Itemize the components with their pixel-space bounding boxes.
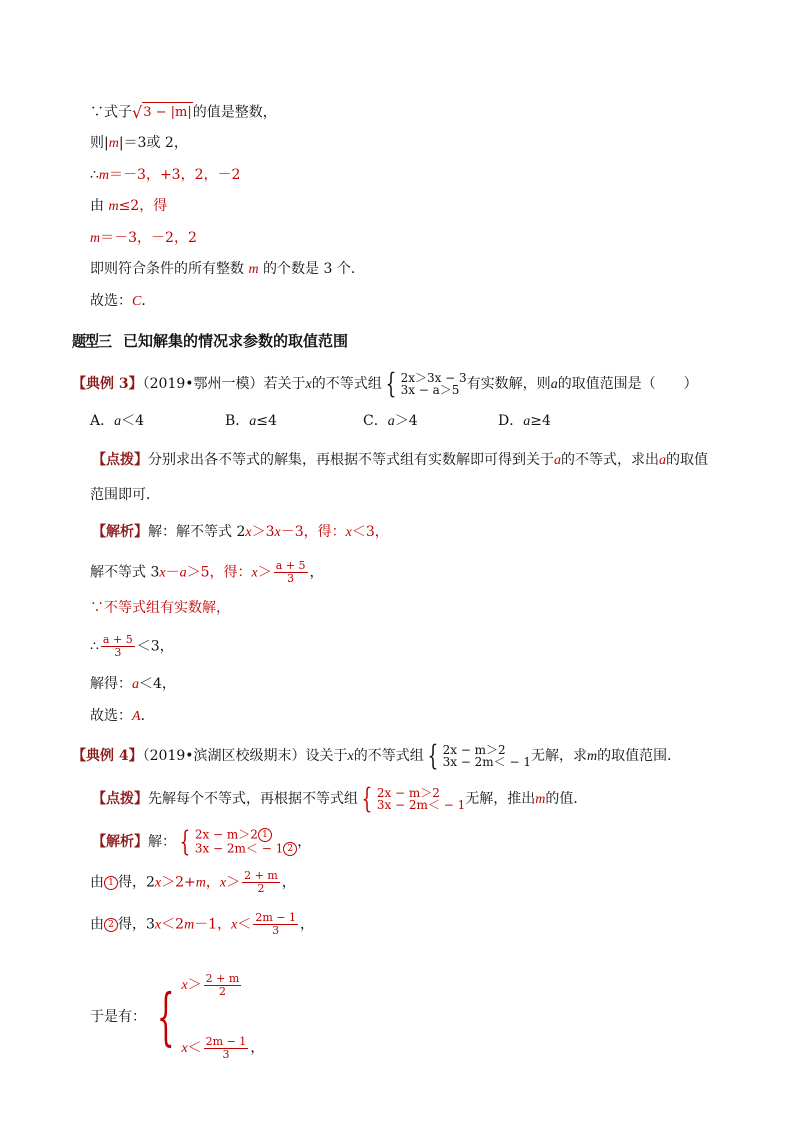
inequality-system: { 2x − m＞2 3x − 2m＜ − 1 [427, 739, 531, 772]
example-4-solution-1: 【解析】解： { 2x − m＞2 1 3x − 2m＜ − 1 2 ， [92, 825, 312, 858]
example-3-solution-5: 解得：a＜4， [90, 676, 176, 692]
example-4-solution-4: 于是有： { x＞ $\frac{2 + m}{2}$ x＜ $\frac{2m - 1}{3}$ ， [90, 955, 264, 1079]
example-3-solution-3: ∵不等式组有实数解， [90, 600, 230, 616]
section-tag: 题型三 [72, 333, 111, 351]
option-c[interactable]: C．a＞4 [363, 413, 418, 429]
option-a[interactable]: A．a＜4 [90, 413, 145, 429]
proof-line-2: 则|m|＝3或 2， [90, 135, 188, 151]
proof-line-6: 即则符合条件的所有整数 m 的个数是 3 个． [90, 261, 365, 277]
inequality-system: { x＞ $\frac{2 + m}{2}$ x＜ $\frac{2m - 1}{3}$ ， [156, 971, 265, 1061]
fraction: $\frac{a + 5}{3}$ [102, 633, 133, 659]
fraction: $\frac{a + 5}{3}$ [275, 559, 306, 585]
example-4-solution-2: 由 1 得，2x＞2+m，x＞ $\frac{2 + m}{2}$ ， [90, 869, 296, 895]
example-label: 【典例 3】 [72, 376, 143, 392]
example-3-solution-2: 解不等式 3x－a＞5，得：x＞ $\frac{a + 5}{3}$ ， [90, 559, 324, 585]
example-3-question: 【典例 3】（2019•鄂州一模）若关于x的不等式组 { 2x＞3x − 3 3x − a＞5 有实数解，则a的取值范围是（ ） [72, 367, 698, 400]
proof-line-5: m＝－3，－2，2 [90, 230, 197, 246]
fraction: $\frac{2m - 1}{3}$ [255, 911, 296, 937]
proof-line-1 [90, 102, 277, 123]
example-3-solution-1: 【解析】解：解不等式 2x＞3x－3，得：x＜3， [92, 524, 389, 540]
example-3-solution-4: ∴ $\frac{a + 5}{3}$ ＜3， [90, 633, 174, 659]
example-4-question: 【典例 4】（2019•滨湖区校级期末）设关于x的不等式组 { 2x − m＞2 3x − 2m＜ − 1 无解，求m的取值范围． [72, 739, 682, 772]
text: ∵式子 [90, 104, 132, 121]
sqrt-expression: √ 3 − |m| [132, 103, 192, 122]
example-4-hint: 【点拨】先解每个不等式，再根据不等式组 { 2x − m＞2 3x − 2m＜ − 1 无解，推出m的值． [92, 782, 588, 815]
text: 的值是整数， [192, 104, 277, 121]
example-3-solution-6: 故选：A． [90, 708, 155, 724]
proof-line-4: 由 m≤2，得 [90, 198, 168, 214]
section-heading: 已知解集的情况求参数的取值范围 [123, 332, 349, 350]
inequality-system: { 2x＞3x − 3 3x − a＞5 [385, 367, 467, 400]
proof-line-3: ∴m＝－3，+3，2，－2 [90, 167, 241, 183]
section-title [72, 330, 348, 351]
inequality-system: { 2x − m＞2 3x − 2m＜ − 1 [361, 782, 466, 815]
example-3-hint: 【点拨】分别求出各不等式的解集，再根据不等式组有实数解即可得到关于a的不等式，求出a的取值 [92, 452, 708, 468]
option-b[interactable]: B．a≤4 [225, 413, 277, 429]
example-3-hint-cont: 范围即可． [90, 487, 160, 503]
proof-line-7: 故选：C． [90, 293, 156, 309]
option-d[interactable]: D．a≥4 [498, 413, 551, 429]
fraction: $\frac{2 + m}{2}$ [244, 869, 278, 895]
inequality-system: { 2x − m＞2 1 3x − 2m＜ − 1 2 [176, 828, 297, 856]
example-4-solution-3: 由 2 得，3x＜2m－1，x＜ $\frac{2m - 1}{3}$ ， [90, 911, 314, 937]
